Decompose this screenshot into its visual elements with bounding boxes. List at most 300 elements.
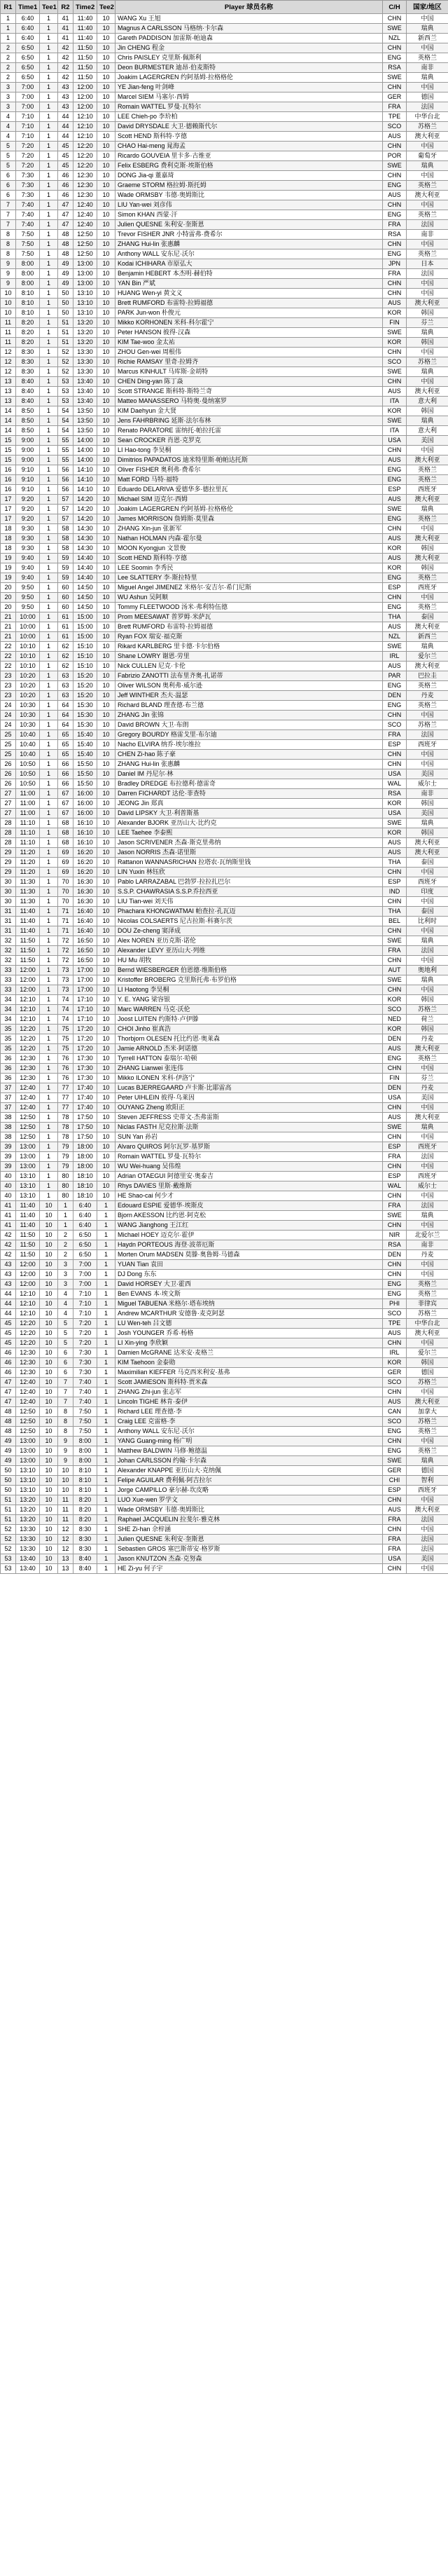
cell-time1: 8:10 — [16, 299, 40, 308]
cell-time2: 13:40 — [74, 397, 97, 406]
cell-player: CHAO Hai-meng 晁海孟 — [115, 142, 383, 151]
cell-tee2: 10 — [97, 249, 115, 259]
cell-tee1: 1 — [40, 200, 58, 210]
cell-r1: 49 — [1, 1446, 16, 1456]
cell-r2: 61 — [58, 632, 74, 642]
cell-country-name: 中国 — [407, 593, 448, 603]
cell-country-code: PHI — [383, 1299, 407, 1309]
cell-player: LI Xin-ying 李欣颖 — [115, 1338, 383, 1348]
cell-tee1: 1 — [40, 151, 58, 161]
cell-r2: 64 — [58, 701, 74, 711]
cell-r2: 70 — [58, 877, 74, 887]
cell-time1: 12:40 — [16, 1093, 40, 1103]
cell-player: Julien QUESNE 朱利安·奎斯恩 — [115, 1535, 383, 1544]
cell-country-name: 德国 — [407, 1368, 448, 1378]
cell-r1: 23 — [1, 691, 16, 701]
table-row — [1, 1132, 448, 1142]
table-row — [1, 1358, 448, 1368]
cell-player: HUANG Wen-yi 黄文义 — [115, 289, 383, 299]
cell-country-code: FIN — [383, 318, 407, 328]
cell-country-code: CHN — [383, 956, 407, 966]
cell-tee2: 10 — [97, 495, 115, 505]
cell-time1: 8:40 — [16, 377, 40, 387]
cell-r1: 50 — [1, 1486, 16, 1495]
table-row — [1, 299, 448, 308]
table-row — [1, 1388, 448, 1397]
cell-time1: 7:50 — [16, 240, 40, 249]
cell-tee2: 10 — [97, 1132, 115, 1142]
cell-r2: 56 — [58, 485, 74, 495]
cell-tee2: 10 — [97, 14, 115, 24]
cell-tee1: 1 — [40, 917, 58, 926]
cell-time1: 10:30 — [16, 711, 40, 720]
table-body — [1, 14, 448, 1574]
cell-r1: 11 — [1, 328, 16, 338]
cell-tee1: 1 — [40, 730, 58, 740]
cell-r1: 25 — [1, 740, 16, 750]
cell-time2: 7:10 — [74, 1299, 97, 1309]
cell-country-name: 中国 — [407, 897, 448, 907]
cell-country-code: RSA — [383, 1240, 407, 1250]
cell-country-code: AUS — [383, 299, 407, 308]
cell-r2: 79 — [58, 1162, 74, 1172]
cell-tee1: 1 — [40, 43, 58, 53]
cell-country-code: SCO — [383, 357, 407, 367]
cell-r2: 48 — [58, 249, 74, 259]
cell-tee1: 1 — [40, 662, 58, 671]
cell-r1: 36 — [1, 1074, 16, 1083]
cell-r2: 48 — [58, 230, 74, 240]
cell-time2: 7:50 — [74, 1417, 97, 1427]
cell-time1: 11:40 — [16, 917, 40, 926]
cell-tee1: 1 — [40, 907, 58, 917]
cell-time2: 14:20 — [74, 505, 97, 514]
cell-country-code: CHN — [383, 348, 407, 357]
cell-r2: 78 — [58, 1132, 74, 1142]
cell-country-code: AUS — [383, 534, 407, 544]
cell-time2: 17:00 — [74, 975, 97, 985]
cell-time1: 7:50 — [16, 249, 40, 259]
cell-time2: 15:50 — [74, 769, 97, 779]
cell-tee1: 1 — [40, 612, 58, 622]
table-row — [1, 1113, 448, 1123]
cell-time2: 16:50 — [74, 946, 97, 956]
cell-tee1: 10 — [40, 1368, 58, 1378]
cell-tee2: 10 — [97, 377, 115, 387]
cell-tee2: 10 — [97, 465, 115, 475]
cell-player: Raphael JACQUELIN 拉斐尔·雅克林 — [115, 1515, 383, 1525]
cell-tee1: 1 — [40, 426, 58, 436]
cell-country-code: ENG — [383, 681, 407, 691]
cell-country-name: 中国 — [407, 142, 448, 151]
cell-r2: 63 — [58, 671, 74, 681]
table-row — [1, 1162, 448, 1172]
cell-r2: 57 — [58, 495, 74, 505]
table-row — [1, 612, 448, 622]
cell-r1: 7 — [1, 220, 16, 230]
cell-country-code: FIN — [383, 1074, 407, 1083]
cell-country-code: AUS — [383, 455, 407, 465]
cell-country-code: CHN — [383, 1191, 407, 1201]
cell-player: Romain WATTEL 罗曼·瓦特尔 — [115, 1152, 383, 1162]
table-row — [1, 1083, 448, 1093]
cell-r2: 11 — [58, 1505, 74, 1515]
cell-country-name: 中国 — [407, 240, 448, 249]
cell-r1: 2 — [1, 43, 16, 53]
table-row — [1, 534, 448, 544]
cell-country-code: ESP — [383, 485, 407, 495]
table-row — [1, 554, 448, 563]
cell-tee1: 1 — [40, 985, 58, 995]
cell-tee1: 10 — [40, 1221, 58, 1231]
cell-time2: 14:30 — [74, 524, 97, 534]
cell-r1: 37 — [1, 1093, 16, 1103]
cell-tee2: 10 — [97, 946, 115, 956]
cell-time2: 8:20 — [74, 1495, 97, 1505]
cell-r1: 18 — [1, 534, 16, 544]
cell-country-name: 法国 — [407, 730, 448, 740]
cell-r1: 1 — [1, 34, 16, 43]
cell-time1: 9:30 — [16, 544, 40, 554]
cell-country-name: 德国 — [407, 93, 448, 102]
cell-country-name: 韩国 — [407, 799, 448, 809]
cell-country-code: CHN — [383, 1495, 407, 1505]
cell-r1: 16 — [1, 485, 16, 495]
cell-tee1: 1 — [40, 308, 58, 318]
cell-tee2: 10 — [97, 926, 115, 936]
cell-r1: 52 — [1, 1535, 16, 1544]
cell-player: Michael SIM 迈克尔·西姆 — [115, 495, 383, 505]
header-r2: R2 — [58, 1, 74, 14]
cell-country-code: ENG — [383, 603, 407, 612]
cell-player: Jorge CAMPILLO 豪尔赫·坎皮略 — [115, 1486, 383, 1495]
cell-player: Bernd WIESBERGER 伯恩德·维斯伯格 — [115, 966, 383, 975]
cell-time1: 7:10 — [16, 112, 40, 122]
cell-country-code: SWE — [383, 367, 407, 377]
cell-player: Pablo LARRAZABAL 巴勃罗·拉拉扎巴尔 — [115, 877, 383, 887]
cell-country-name: 爱尔兰 — [407, 1348, 448, 1358]
cell-r2: 75 — [58, 1025, 74, 1034]
cell-country-name: 韩国 — [407, 1358, 448, 1368]
cell-tee2: 1 — [97, 1201, 115, 1211]
cell-country-code: ITA — [383, 426, 407, 436]
cell-time2: 7:30 — [74, 1348, 97, 1358]
cell-tee1: 1 — [40, 210, 58, 220]
table-row — [1, 848, 448, 858]
cell-r1: 20 — [1, 593, 16, 603]
cell-time2: 8:40 — [74, 1554, 97, 1564]
table-row — [1, 995, 448, 1005]
cell-country-name: 澳大利亚 — [407, 1044, 448, 1054]
cell-country-code: ENG — [383, 1427, 407, 1437]
cell-player: Lucas BJERREGAARD 卢卡斯·比耶雷高 — [115, 1083, 383, 1093]
cell-country-name: 中国 — [407, 956, 448, 966]
table-row — [1, 455, 448, 465]
cell-country-code: KOR — [383, 308, 407, 318]
cell-time2: 15:40 — [74, 730, 97, 740]
cell-time1: 9:20 — [16, 505, 40, 514]
cell-tee2: 1 — [97, 1407, 115, 1417]
cell-time1: 12:40 — [16, 1083, 40, 1093]
cell-player: Sean CROCKER 肖恩·克罗克 — [115, 436, 383, 446]
cell-time1: 12:00 — [16, 1270, 40, 1280]
cell-r1: 11 — [1, 318, 16, 328]
cell-player: Peter HANSON 彼得·汉森 — [115, 328, 383, 338]
cell-country-code: CHN — [383, 14, 407, 24]
cell-country-code: ENG — [383, 1054, 407, 1064]
cell-player: Tommy FLEETWOOD 汤米·弗利特伍德 — [115, 603, 383, 612]
cell-time1: 12:30 — [16, 1358, 40, 1368]
cell-tee2: 10 — [97, 544, 115, 554]
cell-r2: 72 — [58, 946, 74, 956]
cell-r2: 44 — [58, 112, 74, 122]
cell-player: DONG Jia-qi 董嘉琦 — [115, 171, 383, 181]
cell-country-name: 韩国 — [407, 828, 448, 838]
cell-tee1: 1 — [40, 495, 58, 505]
cell-tee1: 1 — [40, 240, 58, 249]
cell-tee2: 1 — [97, 1525, 115, 1535]
cell-player: Jason KNUTZON 杰森·克努森 — [115, 1554, 383, 1564]
cell-player: Brett RUMFORD 布雷特·拉姆福德 — [115, 299, 383, 308]
cell-time2: 8:30 — [74, 1544, 97, 1554]
cell-country-name: 意大利 — [407, 426, 448, 436]
cell-time1: 7:20 — [16, 142, 40, 151]
cell-time2: 15:00 — [74, 622, 97, 632]
cell-player: James MORRISON 詹姆斯·莫里森 — [115, 514, 383, 524]
cell-country-code: GER — [383, 1368, 407, 1378]
cell-time1: 12:50 — [16, 1427, 40, 1437]
cell-r2: 65 — [58, 740, 74, 750]
table-row — [1, 1368, 448, 1378]
header-country-name: 国家/地区 — [407, 1, 448, 14]
cell-country-name: 西班牙 — [407, 1486, 448, 1495]
cell-time1: 13:00 — [16, 1152, 40, 1162]
cell-player: Eduardo DELARIVA 爱德华多·德拉里瓦 — [115, 485, 383, 495]
cell-time2: 15:00 — [74, 632, 97, 642]
cell-r1: 2 — [1, 53, 16, 63]
cell-player: Scott STRANGE 斯科特·斯特兰奇 — [115, 387, 383, 397]
cell-time1: 8:40 — [16, 397, 40, 406]
cell-tee2: 10 — [97, 475, 115, 485]
cell-r2: 41 — [58, 34, 74, 43]
table-row — [1, 1407, 448, 1417]
cell-country-name: 葡萄牙 — [407, 151, 448, 161]
table-row — [1, 318, 448, 328]
cell-r2: 7 — [58, 1397, 74, 1407]
cell-r1: 33 — [1, 975, 16, 985]
cell-country-code: CHN — [383, 1132, 407, 1142]
cell-country-name: 瑞典 — [407, 328, 448, 338]
cell-r2: 46 — [58, 191, 74, 200]
cell-time1: 13:00 — [16, 1437, 40, 1446]
cell-r2: 8 — [58, 1417, 74, 1427]
cell-tee2: 10 — [97, 593, 115, 603]
cell-r1: 12 — [1, 348, 16, 357]
cell-tee2: 1 — [97, 1388, 115, 1397]
cell-tee2: 10 — [97, 485, 115, 495]
cell-r1: 2 — [1, 73, 16, 83]
cell-time2: 12:50 — [74, 230, 97, 240]
table-row — [1, 1427, 448, 1437]
table-row — [1, 1299, 448, 1309]
table-row — [1, 289, 448, 299]
cell-tee2: 10 — [97, 740, 115, 750]
cell-time2: 14:00 — [74, 446, 97, 455]
table-row — [1, 514, 448, 524]
cell-tee1: 1 — [40, 328, 58, 338]
cell-time1: 6:50 — [16, 73, 40, 83]
cell-country-code: CHN — [383, 1338, 407, 1348]
cell-country-name: 澳大利亚 — [407, 132, 448, 142]
cell-r2: 79 — [58, 1142, 74, 1152]
cell-r1: 32 — [1, 946, 16, 956]
cell-tee1: 10 — [40, 1544, 58, 1554]
cell-time2: 11:50 — [74, 43, 97, 53]
cell-country-name: 美国 — [407, 1093, 448, 1103]
cell-time1: 11:00 — [16, 789, 40, 799]
cell-tee2: 1 — [97, 1280, 115, 1289]
cell-tee1: 1 — [40, 102, 58, 112]
cell-country-name: 威尔士 — [407, 779, 448, 789]
cell-tee2: 10 — [97, 259, 115, 269]
cell-r2: 42 — [58, 43, 74, 53]
cell-time2: 11:40 — [74, 34, 97, 43]
cell-time1: 9:50 — [16, 603, 40, 612]
cell-time1: 13:10 — [16, 1476, 40, 1486]
cell-player: Ben EVANS 本·埃文斯 — [115, 1289, 383, 1299]
cell-tee1: 1 — [40, 691, 58, 701]
cell-player: Wade ORMSBY 韦德·奥姆斯比 — [115, 191, 383, 200]
cell-tee2: 10 — [97, 24, 115, 34]
cell-tee1: 1 — [40, 799, 58, 809]
cell-tee1: 10 — [40, 1407, 58, 1417]
table-row — [1, 1015, 448, 1025]
cell-country-name: 中国 — [407, 289, 448, 299]
cell-tee2: 10 — [97, 897, 115, 907]
cell-tee1: 10 — [40, 1515, 58, 1525]
cell-r2: 63 — [58, 691, 74, 701]
cell-tee1: 1 — [40, 485, 58, 495]
cell-country-code: SWE — [383, 1456, 407, 1466]
cell-country-name: 韩国 — [407, 995, 448, 1005]
cell-tee1: 1 — [40, 249, 58, 259]
cell-time1: 10:10 — [16, 662, 40, 671]
cell-country-code: CHN — [383, 171, 407, 181]
cell-country-code: CHN — [383, 1564, 407, 1574]
cell-tee2: 10 — [97, 416, 115, 426]
cell-r2: 3 — [58, 1280, 74, 1289]
cell-time1: 11:20 — [16, 868, 40, 877]
cell-r1: 51 — [1, 1495, 16, 1505]
cell-r1: 47 — [1, 1388, 16, 1397]
cell-player: ZHANG Zhi-jun 张志军 — [115, 1388, 383, 1397]
cell-r2: 54 — [58, 426, 74, 436]
cell-country-code: SWE — [383, 505, 407, 514]
cell-time1: 10:40 — [16, 740, 40, 750]
cell-time1: 13:00 — [16, 1162, 40, 1172]
table-row — [1, 24, 448, 34]
cell-time1: 7:00 — [16, 93, 40, 102]
cell-time1: 11:40 — [16, 1211, 40, 1221]
cell-time1: 9:30 — [16, 524, 40, 534]
cell-time2: 13:00 — [74, 269, 97, 279]
cell-tee1: 1 — [40, 142, 58, 151]
cell-time1: 13:30 — [16, 1535, 40, 1544]
cell-tee1: 1 — [40, 740, 58, 750]
cell-time2: 7:00 — [74, 1260, 97, 1270]
cell-country-name: 英格兰 — [407, 1054, 448, 1064]
cell-country-name: 西班牙 — [407, 1172, 448, 1181]
cell-country-name: 中国 — [407, 1564, 448, 1574]
cell-r2: 80 — [58, 1191, 74, 1201]
cell-time1: 12:30 — [16, 1074, 40, 1083]
cell-country-name: 瑞典 — [407, 1211, 448, 1221]
cell-tee2: 1 — [97, 1515, 115, 1525]
cell-time2: 7:20 — [74, 1338, 97, 1348]
table-row — [1, 1338, 448, 1348]
cell-player: Alexander KNAPPE 亚历山大·克纳佩 — [115, 1466, 383, 1476]
cell-time1: 8:00 — [16, 259, 40, 269]
cell-r2: 61 — [58, 612, 74, 622]
cell-tee1: 1 — [40, 789, 58, 799]
cell-tee2: 10 — [97, 524, 115, 534]
cell-r1: 49 — [1, 1456, 16, 1466]
table-row — [1, 1495, 448, 1505]
cell-r2: 65 — [58, 730, 74, 740]
cell-time2: 16:00 — [74, 799, 97, 809]
cell-country-code: DEN — [383, 691, 407, 701]
cell-country-name: 英格兰 — [407, 465, 448, 475]
cell-time1: 10:20 — [16, 681, 40, 691]
cell-tee1: 10 — [40, 1280, 58, 1289]
cell-time1: 11:50 — [16, 1250, 40, 1260]
cell-tee1: 1 — [40, 622, 58, 632]
cell-tee1: 10 — [40, 1505, 58, 1515]
cell-tee2: 10 — [97, 612, 115, 622]
cell-tee1: 1 — [40, 603, 58, 612]
cell-player: Alexander BJORK 亚历山大·比约克 — [115, 818, 383, 828]
cell-time1: 13:00 — [16, 1456, 40, 1466]
cell-time1: 7:30 — [16, 171, 40, 181]
cell-tee2: 10 — [97, 151, 115, 161]
cell-country-code: NIR — [383, 1231, 407, 1240]
table-row — [1, 701, 448, 711]
cell-tee1: 1 — [40, 936, 58, 946]
cell-country-code: SWE — [383, 975, 407, 985]
cell-country-name: 爱尔兰 — [407, 652, 448, 662]
cell-time1: 10:00 — [16, 632, 40, 642]
cell-player: Niclas FASTH 尼克拉斯·法斯 — [115, 1123, 383, 1132]
cell-country-code: CHN — [383, 240, 407, 249]
cell-country-name: 英格兰 — [407, 1280, 448, 1289]
cell-time2: 8:00 — [74, 1456, 97, 1466]
cell-time1: 12:10 — [16, 1005, 40, 1015]
cell-r1: 9 — [1, 279, 16, 289]
cell-time2: 13:50 — [74, 406, 97, 416]
cell-tee2: 10 — [97, 750, 115, 760]
table-row — [1, 799, 448, 809]
cell-player: Felix ESBERG 费利克斯·埃斯伯格 — [115, 161, 383, 171]
cell-country-name: 中国 — [407, 711, 448, 720]
cell-time2: 16:30 — [74, 887, 97, 897]
cell-time1: 6:40 — [16, 14, 40, 24]
cell-country-name: 苏格兰 — [407, 357, 448, 367]
cell-tee1: 1 — [40, 132, 58, 142]
cell-r2: 51 — [58, 318, 74, 328]
cell-r2: 47 — [58, 220, 74, 230]
table-row — [1, 151, 448, 161]
cell-tee2: 10 — [97, 132, 115, 142]
